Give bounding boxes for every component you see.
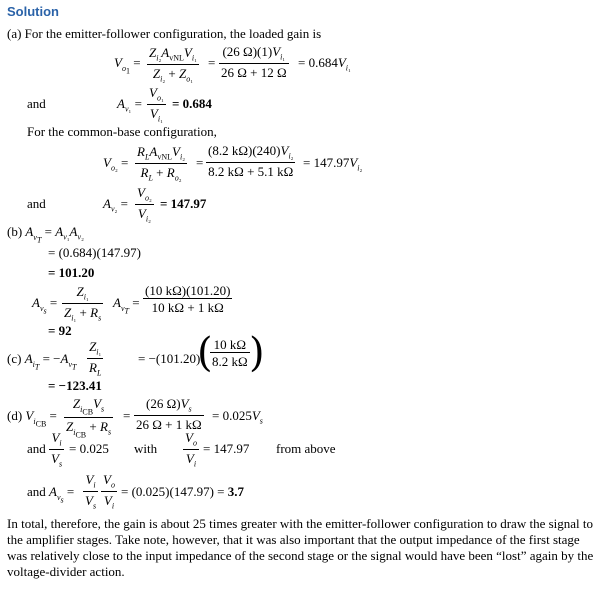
part-c-result: = −123.41: [48, 378, 102, 393]
eq2-lhs: $V_{o_2}$ =: [103, 155, 129, 173]
eq2-result: = $147.97V_{i_2}$: [303, 155, 363, 173]
part-b-step1: = (0.684)(147.97): [48, 245, 141, 260]
avs-fraction: $\frac{Z_{i_1}}{Z_{i_1} + R_s}$: [64, 284, 102, 323]
ai-fraction: $\frac{Z_{i_1}}{R_L}$: [89, 339, 102, 378]
av2-fraction: $\frac{V_{o_2}}{V_{i_2}}$: [137, 185, 152, 224]
eq2-fraction: $R_LA_{vNL}V_{i_2}$ $R_L + R_{o_2}$: [137, 144, 186, 183]
part-b-label: (b) $A_{v_T} = A_{v_1}A_{v_2}$: [7, 224, 84, 245]
eq1-lhs: $V_{o_1}$ =: [114, 55, 141, 76]
ai-numeric-prefix: = −(101.20): [138, 351, 201, 366]
eq1-equals: =: [208, 55, 216, 70]
conclusion-paragraph: In total, therefore, the gain is about 25 times greater with the emitter-follower configuration to draw the signal to the amplifier stages. Take note, however, that it was also important that the output impedance of the first stage was relatively close to the input impedance of the second stage or the signal would have been “lost” again by the voltage-divider action.: [7, 516, 594, 579]
av1-lhs: $A_{v_1}$ =: [117, 96, 142, 114]
avs-avt: $A_{v_T}$ =: [113, 295, 140, 316]
vicb-equals: =: [123, 408, 131, 423]
av1-result: = 0.684: [172, 96, 212, 111]
eq2-numeric-fraction: $\frac{(8.2 k\Omega)(240)V_{i_2}}{8.2 k\Omega + 5.1 k\Omega}$: [208, 143, 294, 179]
eq1-fraction: $Z_{i_2}A_{vNL}V_{i_1}$ $Z_{i_2} + Z_{o_1}$: [149, 45, 197, 84]
eq1-result: = $0.684V_{i_1}$: [298, 55, 351, 73]
and-label-3: and: [27, 441, 46, 456]
av2-lhs: $A_{v_2}$ =: [103, 196, 128, 214]
avs-vi-vs-fraction: $\frac{V_i}{V_s}$: [85, 472, 97, 511]
part-a-intro: (a) For the emitter-follower configuration, the loaded gain is: [7, 26, 322, 41]
av1-fraction: $\frac{V_{o_1}}{V_{i_1}}$: [149, 85, 164, 124]
vi-vs-result: = 0.025: [69, 441, 109, 456]
ai-right-paren: ): [249, 330, 265, 376]
solution-heading: Solution: [7, 4, 59, 19]
avs-numeric-fraction: $\frac{(10 k\Omega)(101.20)}{10 k\Omega + 1 k\Omega}$: [145, 283, 231, 315]
part-b-step2: = 101.20: [48, 265, 95, 280]
from-above-label: from above: [276, 441, 336, 456]
common-base-intro: For the common-base configuration,: [27, 124, 217, 139]
ai-numeric-fraction: $\frac{10 k\Omega}{8.2 k\Omega}$: [212, 337, 248, 369]
part-d-lhs: (d) $V_{i_{CB}}$ =: [7, 408, 57, 429]
ai-left-paren: (: [197, 330, 213, 376]
avs-lhs: $A_{v_s}$ =: [32, 295, 58, 316]
vo-vi-fraction: $\frac{V_o}{V_i}$: [185, 430, 197, 469]
vicb-result: = $0.025V_s$: [212, 408, 263, 426]
eq1-numeric-fraction: $\frac{(26 \Omega)(1)V_{i_1}}{26 \Omega + 12 \Omega}$: [221, 44, 287, 80]
avs-vo-vi-fraction: $\frac{V_o}{V_i}$: [103, 472, 115, 511]
avs-final-result: = (0.025)(147.97) = 3.7: [121, 484, 244, 499]
av2-result: = 147.97: [160, 196, 207, 211]
part-c-lhs: (c) $A_{i_T} = -A_{v_T}$: [7, 351, 77, 372]
vi-vs-fraction: $\frac{V_i}{V_s}$: [51, 430, 63, 469]
and-label-4: and $A_{v_s}$ =: [27, 484, 75, 505]
and-label-1: and: [27, 96, 46, 111]
eq2-equals: =: [196, 155, 204, 170]
and-label-2: and: [27, 196, 46, 211]
with-label: with: [134, 441, 158, 456]
vo-vi-result: = 147.97: [203, 441, 250, 456]
part-b-step3: = 92: [48, 323, 72, 338]
vicb-fraction: $Z_{i_{CB}}V_s$ $Z_{i_{CB}} + R_s$: [66, 396, 112, 440]
vicb-numeric-fraction: $\frac{(26 \Omega)V_s}{26 \Omega + 1 k\Omega}$: [136, 396, 202, 432]
